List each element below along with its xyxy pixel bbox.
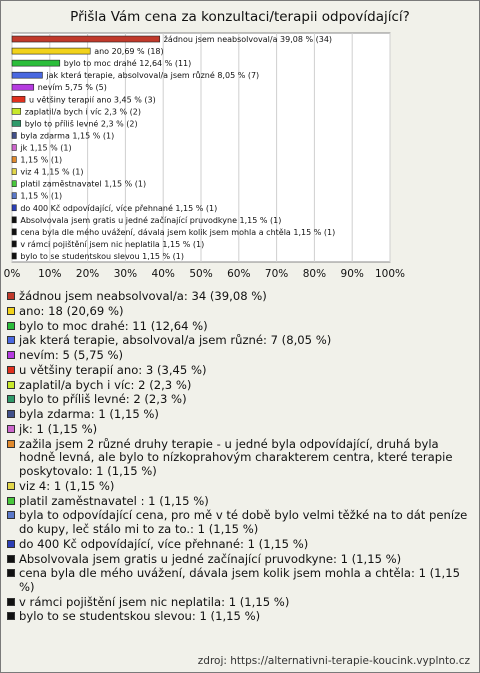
legend-item bbox=[6, 438, 472, 479]
legend-swatch bbox=[7, 395, 15, 403]
bar bbox=[12, 229, 16, 235]
bar bbox=[12, 84, 34, 90]
legend-text: bylo to příliš levné: 2 (2,3 %) bbox=[19, 392, 187, 407]
bar-label: nevím 5,75 % (5) bbox=[37, 83, 107, 93]
bar-label: byla zdarma 1,15 % (1) bbox=[20, 131, 115, 141]
legend-item bbox=[6, 364, 472, 378]
chart-title: Přišla Vám cena za konzultaci/terapii odpovídající? bbox=[70, 9, 410, 25]
legend-swatch bbox=[7, 540, 15, 548]
bar bbox=[12, 205, 16, 211]
bar-label: 1,15 % (1) bbox=[20, 191, 63, 201]
legend-swatch bbox=[7, 612, 15, 620]
legend-text: do 400 Kč odpovídající, více přehnané: 1 (1,15 %) bbox=[19, 536, 309, 551]
bar bbox=[12, 241, 16, 247]
legend-text: u většiny terapií ano: 3 (3,45 %) bbox=[19, 362, 207, 377]
legend-item bbox=[6, 538, 472, 552]
legend-swatch bbox=[7, 598, 15, 606]
x-tick-label: 100% bbox=[374, 268, 406, 280]
bar bbox=[12, 145, 16, 151]
legend-swatch bbox=[7, 336, 15, 344]
x-tick-label: 90% bbox=[340, 268, 364, 280]
bar-label: cena byla dle mého uvážení, dávala jsem kolik jsem mohla a chtěla 1,15 % (1) bbox=[20, 227, 336, 237]
bar bbox=[12, 181, 16, 187]
legend-swatch bbox=[7, 366, 15, 374]
bar bbox=[12, 217, 16, 223]
legend-item bbox=[6, 553, 472, 567]
x-tick-label: 80% bbox=[302, 268, 327, 280]
legend-text: Absolvovala jsem gratis u jedné začínající pruvodkyne: 1 (1,15 %) bbox=[19, 551, 402, 566]
legend-item bbox=[6, 379, 472, 393]
legend-swatch bbox=[7, 381, 15, 389]
bar bbox=[12, 60, 60, 66]
legend-item bbox=[6, 305, 472, 319]
legend-text: jk: 1 (1,15 %) bbox=[19, 422, 98, 437]
legend-text: byla zdarma: 1 (1,15 %) bbox=[19, 407, 159, 422]
legend bbox=[6, 290, 472, 625]
bar bbox=[12, 36, 160, 42]
bar bbox=[12, 193, 16, 199]
x-tick-label: 10% bbox=[38, 268, 62, 280]
x-tick-label: 60% bbox=[227, 268, 251, 280]
legend-swatch bbox=[7, 497, 15, 505]
legend-item bbox=[6, 423, 472, 437]
bar bbox=[12, 48, 90, 54]
legend-text: cena byla dle mého uvážení, dávala jsem kolik jsem mohla a chtěla: 1 (1,15 %) bbox=[19, 566, 460, 594]
bar bbox=[12, 108, 21, 114]
legend-item bbox=[6, 334, 472, 348]
x-tick-label: 70% bbox=[264, 268, 289, 280]
x-tick-label: 20% bbox=[75, 268, 100, 280]
bar-label: bylo to se studentskou slevou 1,15 % (1) bbox=[20, 251, 185, 261]
x-tick-label: 0% bbox=[3, 268, 21, 280]
bar-chart bbox=[0, 0, 480, 290]
bar-label: žádnou jsem neabsolvoval/a 39,08 % (34) bbox=[163, 35, 333, 45]
x-tick-label: 30% bbox=[113, 268, 138, 280]
bar-label: viz 4 1,15 % (1) bbox=[20, 167, 84, 177]
legend-text: zaplatil/a bych i víc: 2 (2,3 %) bbox=[19, 377, 192, 392]
bar-label: 1,15 % (1) bbox=[20, 155, 63, 165]
bar-label: Absolvovala jsem gratis u jedné začínající pruvodkyne 1,15 % (1) bbox=[20, 215, 282, 225]
legend-swatch bbox=[7, 569, 15, 577]
legend-item bbox=[6, 495, 472, 509]
legend-item bbox=[6, 509, 472, 536]
bar-label: bylo to příliš levné 2,3 % (2) bbox=[24, 119, 138, 129]
bar-label: jak která terapie, absolvoval/a jsem různé 8,05 % (7) bbox=[46, 71, 260, 81]
legend-text: žádnou jsem neabsolvoval/a: 34 (39,08 %) bbox=[19, 289, 267, 303]
bar bbox=[12, 157, 16, 163]
legend-text: ano: 18 (20,69 %) bbox=[19, 303, 124, 318]
legend-item bbox=[6, 320, 472, 334]
legend-swatch bbox=[7, 511, 15, 519]
bar bbox=[12, 72, 42, 78]
legend-item bbox=[6, 290, 472, 304]
bar-label: do 400 Kč odpovídající, více přehnané 1,15 % (1) bbox=[20, 203, 218, 213]
legend-text: bylo to moc drahé: 11 (12,64 %) bbox=[19, 318, 208, 333]
legend-text: zažila jsem 2 různé druhy terapie - u jedné byla odpovídající, druhá byla hodně levná, ale bylo to nízkoprahovým charakterem centra, které terapie poskytovalo: 1 (1,15 %) bbox=[19, 436, 453, 478]
legend-item bbox=[6, 596, 472, 610]
legend-item bbox=[6, 610, 472, 624]
bar bbox=[12, 120, 21, 126]
legend-text: jak která terapie, absolvoval/a jsem různé: 7 (8,05 %) bbox=[19, 333, 332, 348]
legend-text: nevím: 5 (5,75 %) bbox=[19, 348, 124, 363]
bar bbox=[12, 169, 16, 175]
legend-swatch bbox=[7, 425, 15, 433]
bar-label: u většiny terapií ano 3,45 % (3) bbox=[29, 95, 156, 105]
bar-label: zaplatil/a bych i víc 2,3 % (2) bbox=[24, 107, 141, 117]
legend-text: bylo to se studentskou slevou: 1 (1,15 %) bbox=[19, 609, 261, 624]
bar-label: jk 1,15 % (1) bbox=[20, 143, 72, 153]
bar-label: platil zaměstnavatel 1,15 % (1) bbox=[20, 179, 147, 189]
legend-text: viz 4: 1 (1,15 %) bbox=[19, 478, 115, 493]
legend-item bbox=[6, 393, 472, 407]
bar bbox=[12, 253, 16, 259]
legend-item bbox=[6, 408, 472, 422]
legend-swatch bbox=[7, 482, 15, 490]
legend-text: v rámci pojištění jsem nic neplatila: 1 (1,15 %) bbox=[19, 594, 290, 609]
legend-item bbox=[6, 480, 472, 494]
legend-swatch bbox=[7, 410, 15, 418]
legend-item bbox=[6, 567, 472, 594]
bar-label: v rámci pojištění jsem nic neplatila 1,15 % (1) bbox=[20, 239, 205, 249]
x-tick-label: 50% bbox=[189, 268, 213, 280]
legend-swatch bbox=[7, 322, 15, 330]
legend-swatch bbox=[7, 292, 15, 300]
legend-swatch bbox=[7, 307, 15, 315]
bar-label: ano 20,69 % (18) bbox=[94, 47, 164, 57]
source-note: zdroj: https://alternativni-terapie-koucink.vyplnto.cz bbox=[197, 655, 470, 667]
bar-label: bylo to moc drahé 12,64 % (11) bbox=[63, 59, 192, 69]
legend-swatch bbox=[7, 440, 15, 448]
bar bbox=[12, 96, 25, 102]
legend-item bbox=[6, 349, 472, 363]
legend-text: platil zaměstnavatel : 1 (1,15 %) bbox=[19, 493, 209, 508]
bar bbox=[12, 132, 16, 138]
legend-text: byla to odpovídající cena, pro mě v té době bylo velmi těžké na to dát peníze do kupy, leč stálo mi to za to.: 1 (1,15 %) bbox=[19, 508, 468, 536]
legend-swatch bbox=[7, 351, 15, 359]
legend-swatch bbox=[7, 555, 15, 563]
x-tick-label: 40% bbox=[151, 268, 175, 280]
